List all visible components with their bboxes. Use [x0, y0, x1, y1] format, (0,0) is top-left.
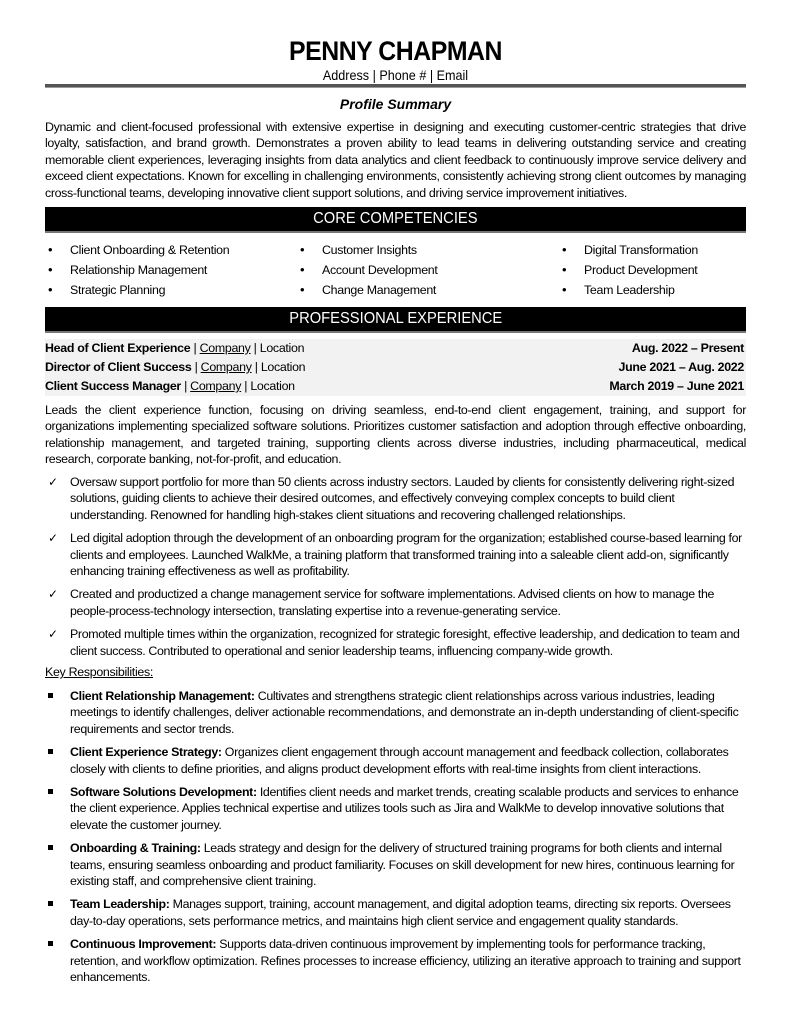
responsibility-text: Manages support, training, account management, and digital adoption teams, directing six reports. Oversees day-to-day operations, sets performance metrics, and maintains high client service and engagement quality standards. [70, 897, 731, 928]
responsibility-label: Onboarding & Training: [70, 841, 201, 856]
competency-item: • Account Development [322, 260, 438, 280]
job-row [45, 358, 746, 377]
company-name: Company [199, 341, 251, 355]
profile-summary-title: Profile Summary [339, 96, 452, 112]
separator: | [180, 379, 191, 393]
responsibility-label: Client Relationship Management: [70, 689, 255, 703]
key-responsibilities-title: Key Responsibilities: [45, 665, 154, 679]
core-competencies-title: CORE COMPETENCIES [313, 210, 478, 227]
responsibility-item [45, 840, 746, 889]
job-row [45, 377, 746, 396]
achievement-text: Promoted multiple times within the organization, recognized for strategic foresight, effective leadership, and dedication to team and client success. Contributed to operational and senior leadership teams, influencing company-wide growth. [70, 627, 740, 658]
company-name: Company [190, 379, 242, 393]
responsibility-text: Leads strategy and design for the delivery of structured training programs for both clients and internal teams, ensuring seamless onboarding and product familiarity. Focuses on skill development for new hires, continuous learning for existing staff, and comprehensive client training. [70, 841, 735, 889]
job-title: Head of Client Experience [45, 341, 191, 355]
competency-item: • Digital Transformation [584, 240, 698, 260]
job-dates: June 2021 – Aug. 2022 [618, 360, 744, 374]
square-bullet-icon [48, 789, 53, 794]
achievement-text: Oversaw support portfolio for more than 50 clients across industry sectors. Lauded by clients for consistently delivering right-sized solutions, guiding clients to achieve their desired outcomes, and effectively conveying complex concepts to build client understanding. Renowned for handling high-stakes client situations and recovering challenged relationships. [70, 475, 735, 522]
separator: | [190, 341, 200, 355]
checkmark-icon: ✓ [48, 627, 58, 642]
job-dates: March 2019 – June 2021 [609, 379, 744, 393]
separator: | [241, 379, 251, 393]
competency-item: • Customer Insights [322, 240, 417, 260]
responsibility-text: Supports data-driven continuous improvement by implementing tools for performance tracking, retention, and workflow optimization. Refines processes to increase efficiency, utilizing an iterative approach to training and support enhancements. [70, 937, 741, 985]
responsibilities-list [45, 688, 746, 993]
square-bullet-icon [48, 901, 53, 906]
responsibility-item [45, 784, 746, 833]
responsibility-label: Continuous Improvement: [70, 937, 217, 952]
job-title: Client Success Manager [45, 379, 181, 393]
responsibility-label: Team Leadership: [70, 897, 170, 912]
job-title: Director of Client Success [45, 360, 192, 374]
separator: | [191, 360, 201, 374]
square-bullet-icon [48, 693, 53, 698]
header-divider [45, 84, 746, 88]
achievement-item [45, 586, 746, 619]
experience-intro: Leads the client experience function, focusing on driving seamless, end-to-end client engagement, training, and support for organizations implementing specialized software solutions. Prioritizes customer satisfaction and adoption through effective onboarding, relationship management, and targeted training, supporting clients across diverse industries, including pharmaceutical, medical research, corporate banking, not-for-profit, and education. [45, 403, 746, 467]
checkmark-icon: ✓ [48, 531, 58, 546]
job-row [45, 339, 746, 358]
achievement-item [45, 626, 746, 659]
achievement-item [45, 474, 746, 523]
responsibility-text: Organizes client engagement through account management and feedback collection, collaborates closely with clients to define priorities, and aligns product development efforts with real-time insights from client interactions. [70, 745, 729, 776]
responsibility-label: Software Solutions Development: [70, 785, 257, 800]
competency-item: • Team Leadership [584, 280, 675, 300]
square-bullet-icon [48, 941, 53, 946]
achievement-text: Led digital adoption through the development of an onboarding program for the organization; established course-based learning for clients and employees. Launched WalkMe, a training platform that transformed training into a saleable client add-on, significantly enhancing training effectiveness as well as profitability. [70, 531, 742, 579]
competency-item: • Strategic Planning [70, 280, 165, 300]
checkmark-icon: ✓ [48, 587, 58, 602]
company-name: Company [200, 360, 252, 374]
job-location: Location [259, 341, 305, 355]
checkmark-icon: ✓ [48, 475, 58, 489]
responsibility-item [45, 688, 746, 737]
professional-experience-title: PROFESSIONAL EXPERIENCE [289, 310, 502, 327]
responsibility-text: Identifies client needs and market trends, creating scalable products and services to enhance the client experience. Applies technical expertise and utilizes tools such as Jira and WalkMe to develop innovative solutions that elevate the customer journey. [70, 785, 739, 832]
responsibility-item [45, 936, 746, 985]
separator: | [251, 360, 261, 374]
professional-experience-header [45, 307, 746, 333]
profile-summary-text: Dynamic and client-focused professional with extensive expertise in designing and executing customer-centric strategies that drive loyalty, satisfaction, and brand growth. Demonstrates a proven ability to lead teams in delivering outstanding service and creating memorable client experiences, leveraging insights from data analytics and client feedback to continuously improve service delivery and exceed client expectations. Known for excelling in challenging environments, consistently achieving strong client outcomes by managing cross-functional teams, developing innovative client support solutions, and driving service improvement initiatives. [45, 120, 746, 200]
responsibility-item [45, 744, 746, 777]
competency-item: • Change Management [322, 280, 436, 300]
contact-line: Address | Phone # | Email [322, 67, 469, 83]
job-location: Location [250, 379, 295, 393]
responsibility-item [45, 896, 746, 929]
achievements-list [45, 474, 746, 666]
responsibility-label: Client Experience Strategy: [70, 745, 222, 760]
achievement-item [45, 530, 746, 579]
responsibility-text: Cultivates and strengthens strategic client relationships across various industries, leading meetings to identify challenges, deliver actionable recommendations, and demonstrate an in-depth understanding of client-specific requirements and sector trends. [70, 689, 739, 736]
candidate-name: PENNY CHAPMAN [288, 36, 503, 66]
competencies-list [45, 240, 746, 300]
square-bullet-icon [48, 845, 53, 850]
job-titles-block [45, 339, 746, 396]
square-bullet-icon [48, 749, 53, 754]
separator: | [250, 341, 260, 355]
achievement-text: Created and productized a change management service for software implementations. Advised clients on how to manage the people-process-technology intersection, translating expertise into a revenue-generating service. [70, 587, 715, 618]
competency-item: • Product Development [584, 260, 697, 280]
competency-item: • Client Onboarding & Retention [70, 240, 229, 260]
core-competencies-header [45, 207, 746, 233]
job-location: Location [260, 360, 306, 374]
competency-item: • Relationship Management [70, 260, 207, 280]
job-dates: Aug. 2022 – Present [631, 341, 744, 355]
